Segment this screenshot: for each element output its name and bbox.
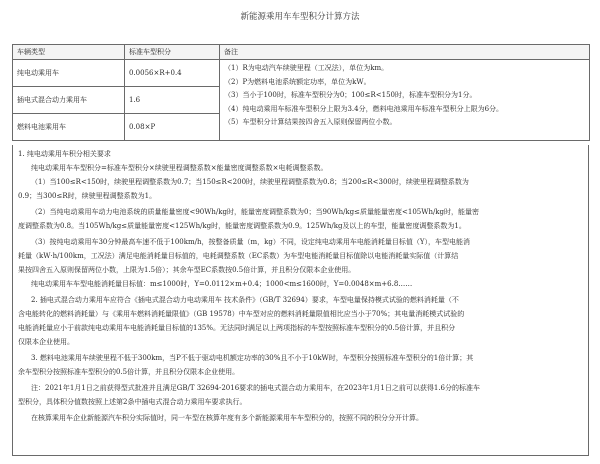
remark-line: （2）P为燃料电池系统额定功率，单位为kW。 — [224, 77, 371, 86]
remark-line: （5）车型积分计算结果按四舍五入原则保留两位小数。 — [224, 118, 397, 126]
header-remarks: 备注 — [220, 45, 590, 60]
vehicle-type-cell: 纯电动乘用车 — [13, 60, 125, 87]
paragraph-line: 余车型积分按照标准车型积分的0.5倍计算，并且积分仅限本企业使用。 — [18, 368, 240, 376]
requirements-text-box — [12, 145, 589, 456]
note-line: 注：2021年1月1日之前获得型式批准并且满足GB/T 32694-2016要求的插电式混合动力乘用车，在2023年1月1日之前可以获得1.6分的标准车 — [31, 384, 481, 392]
paragraph-line: 0.9；当300≤R时，续驶里程调整系数为1。 — [18, 192, 157, 200]
paragraph-line: （2）当纯电动乘用车动力电池系统的质量能量密度<90Wh/kg时，能量密度调整系数为0；当90Wh/kg≤质量能量密度<105Wh/kg时，能量密 — [31, 208, 480, 216]
paragraph-line: 纯电动乘用车车型电能消耗量目标值：m≤1000时，Y=0.0112×m+0.4；1000<m≤1600时，Y=0.0048×m+6.8…… — [31, 280, 413, 288]
paragraph-line: 电能消耗量应小于前款纯电动乘用车电能消耗量目标值的135%。无法同时满足以上两项指标的车型按照标准车型积分的0.5倍计算，并且积分 — [18, 324, 456, 332]
standard-score-cell: 1.6 — [125, 87, 220, 114]
paragraph-line: 仅限本企业使用。 — [18, 338, 74, 346]
paragraph-line: 果按四舍五入原则保留两位小数，上限为1.5倍）；其余车型EC系数按0.5倍计算，并且积分仅限本企业使用。 — [18, 266, 356, 274]
paragraph-line: 在核算乘用车企业新能源汽车积分实际值时，同一车型在核算年度有多个新能源乘用车车型积分的，按照不同的积分分开计算。 — [31, 414, 423, 422]
header-vehicle-type: 车辆类型 — [13, 45, 125, 60]
remark-line: （1）R为电动汽车续驶里程（工况法），单位为km。 — [224, 64, 389, 72]
scoring-table — [12, 44, 590, 141]
vehicle-type-cell: 燃料电池乘用车 — [13, 114, 125, 141]
standard-score-cell: 0.0056×R+0.4 — [125, 60, 220, 87]
remarks-cell — [220, 60, 590, 141]
paragraph-line: 度调整系数为0.8。当105Wh/kg≤质量能量密度<125Wh/kg时，能量密度调整系数为0.9。125Wh/kg及以上的车型，能量密度调整系数为1。 — [18, 222, 466, 230]
table-row — [13, 60, 590, 87]
paragraph-line: 耗量（kW·h/100km，工况法）满足电能消耗量目标值的，电耗调整系数（EC系数）为车型电能消耗量目标值除以电能消耗量实际值（计算结 — [18, 252, 459, 260]
paragraph-line: （1）当100≤R<150时，续驶里程调整系数为0.7；当150≤R<200时，续驶里程调整系数为0.8；当200≤R<300时，续驶里程调整系数为 — [31, 178, 469, 186]
vehicle-type-cell: 插电式混合动力乘用车 — [13, 87, 125, 114]
header-standard-score: 标准车型积分 — [125, 45, 220, 60]
remark-line: （3）当小于100时，标准车型积分为0；100≤R<150时，标准车型积分为1分。 — [224, 91, 477, 99]
paragraph-line: 3. 燃料电池乘用车续驶里程不低于300km，当P不低于驱动电机额定功率的30%且不小于10kW时，车型积分按照标准车型积分的1倍计算；其 — [31, 354, 474, 362]
standard-score-cell: 0.08×P — [125, 114, 220, 141]
note-line: 型积分，具体积分值数按照上述第2条中插电式混合动力乘用车要求执行。 — [18, 398, 247, 406]
remark-line: （4）纯电动乘用车标准车型积分上限为3.4分，燃料电池乘用车标准车型积分上限为6分。 — [224, 104, 504, 113]
paragraph-line: 纯电动乘用车车型积分=标准车型积分×续驶里程调整系数×能量密度调整系数×电耗调整系数。 — [31, 164, 328, 172]
paragraph-line: 含电能转化的燃料消耗量）与《乘用车燃料消耗量限值》（GB 19578）中车型对应的燃料消耗量限值相比应当小于70%；其电量消耗模式试验的 — [18, 310, 465, 318]
paragraph-line: （3）按纯电动乘用车30分钟最高车速不低于100km/h，按整备质量（m，kg）不同，设定纯电动乘用车电能消耗量目标值（Y），车型电能消 — [31, 238, 470, 246]
section-heading: 1. 纯电动乘用车积分相关要求 — [18, 150, 111, 158]
table-header-row — [13, 45, 590, 60]
document-title: 新能源乘用车车型积分计算方法 — [240, 12, 360, 22]
paragraph-line: 2. 插电式混合动力乘用车应符合《插电式混合动力电动乘用车 技术条件》（GB/T 32694）要求，车型电量保持模式试验的燃料消耗量（不 — [31, 296, 459, 304]
